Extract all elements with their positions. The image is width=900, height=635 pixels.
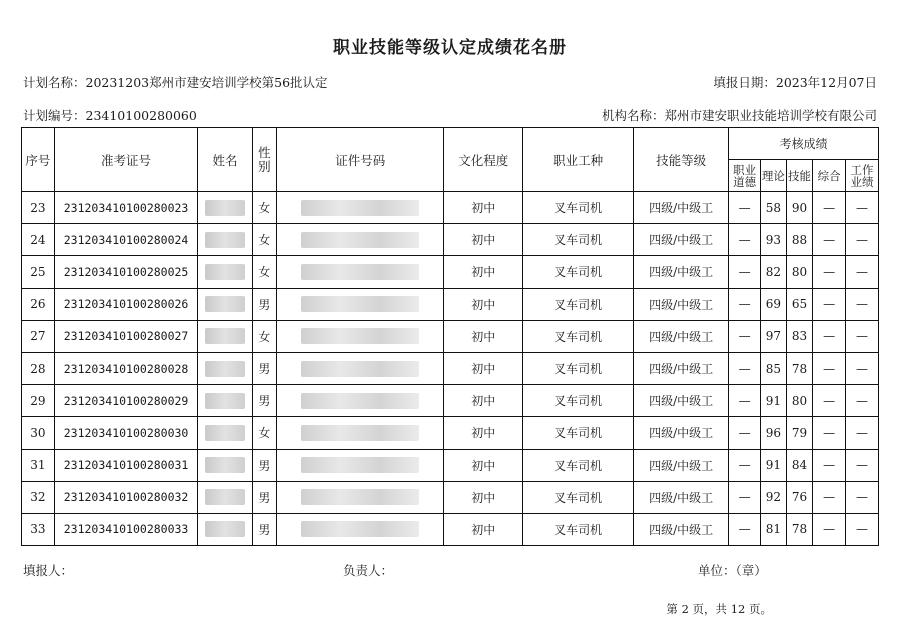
cell-exam-no: 231203410100280027 [54, 320, 198, 352]
redaction-mark [301, 457, 419, 473]
table-row [22, 352, 879, 384]
cell-name-redacted [198, 256, 252, 288]
cell-comprehensive: — [813, 481, 846, 513]
cell-theory: 97 [761, 320, 787, 352]
table-row [22, 224, 879, 256]
cell-exam-no: 231203410100280032 [54, 481, 198, 513]
header-name: 姓名 [198, 128, 252, 192]
redaction-mark [205, 264, 245, 280]
redaction-mark [205, 296, 245, 312]
cell-exam-no: 231203410100280029 [54, 385, 198, 417]
cell-job: 叉车司机 [523, 288, 634, 320]
cell-moral: — [729, 417, 761, 449]
table-row [22, 417, 879, 449]
header-id-no: 证件号码 [277, 128, 444, 192]
cell-seq: 33 [22, 513, 55, 545]
cell-id-redacted [277, 449, 444, 481]
cell-gender: 男 [252, 481, 277, 513]
cell-education: 初中 [444, 513, 523, 545]
cell-exam-no: 231203410100280025 [54, 256, 198, 288]
table-row [22, 320, 879, 352]
cell-gender: 男 [252, 449, 277, 481]
cell-level: 四级/中级工 [633, 224, 728, 256]
cell-skill: 79 [786, 417, 813, 449]
cell-comprehensive: — [813, 449, 846, 481]
cell-comprehensive: — [813, 352, 846, 384]
header-work: 工作业绩 [846, 160, 879, 192]
cell-moral: — [729, 288, 761, 320]
cell-theory: 91 [761, 385, 787, 417]
cell-level: 四级/中级工 [633, 256, 728, 288]
cell-theory: 81 [761, 513, 787, 545]
cell-exam-no: 231203410100280023 [54, 192, 198, 224]
cell-theory: 91 [761, 449, 787, 481]
cell-level: 四级/中级工 [633, 449, 728, 481]
cell-skill: 83 [786, 320, 813, 352]
organization-name: 机构名称：郑州市建安职业技能培训学校有限公司 [601, 108, 877, 123]
cell-level: 四级/中级工 [633, 320, 728, 352]
cell-gender: 女 [252, 320, 277, 352]
cell-job: 叉车司机 [523, 385, 634, 417]
filler-label: 填报人： [23, 563, 74, 578]
cell-name-redacted [198, 513, 252, 545]
page-indicator: 第 2 页，共 12 页。 [666, 602, 772, 616]
cell-id-redacted [277, 481, 444, 513]
unit-seal-label: 单位：（章） [698, 563, 767, 578]
cell-job: 叉车司机 [523, 224, 634, 256]
cell-education: 初中 [444, 385, 523, 417]
cell-skill: 65 [786, 288, 813, 320]
header-gender: 性别 [252, 128, 277, 192]
header-scores: 考核成绩 [729, 128, 879, 160]
score-roster-table [21, 127, 879, 546]
cell-seq: 27 [22, 320, 55, 352]
cell-skill: 80 [786, 256, 813, 288]
cell-job: 叉车司机 [523, 417, 634, 449]
table-row [22, 449, 879, 481]
redaction-mark [301, 489, 419, 505]
cell-moral: — [729, 513, 761, 545]
redaction-mark [205, 232, 245, 248]
cell-skill: 90 [786, 192, 813, 224]
cell-education: 初中 [444, 192, 523, 224]
cell-name-redacted [198, 449, 252, 481]
cell-name-redacted [198, 192, 252, 224]
cell-gender: 男 [252, 288, 277, 320]
cell-id-redacted [277, 224, 444, 256]
cell-education: 初中 [444, 320, 523, 352]
cell-theory: 69 [761, 288, 787, 320]
plan-number: 计划编号：23410100280060 [23, 108, 197, 123]
cell-id-redacted [277, 256, 444, 288]
cell-gender: 男 [252, 352, 277, 384]
page-title: 职业技能等级认定成绩花名册 [333, 38, 567, 58]
cell-id-redacted [277, 288, 444, 320]
cell-gender: 女 [252, 192, 277, 224]
cell-id-redacted [277, 352, 444, 384]
cell-skill: 78 [786, 352, 813, 384]
redaction-mark [301, 296, 419, 312]
cell-work: — [846, 256, 879, 288]
cell-theory: 93 [761, 224, 787, 256]
cell-name-redacted [198, 288, 252, 320]
table-row [22, 481, 879, 513]
cell-skill: 80 [786, 385, 813, 417]
redaction-mark [205, 328, 245, 344]
header-exam-no: 准考证号 [54, 128, 198, 192]
cell-moral: — [729, 192, 761, 224]
cell-skill: 88 [786, 224, 813, 256]
cell-skill: 76 [786, 481, 813, 513]
fill-date: 填报日期：2023年12月07日 [713, 75, 877, 90]
cell-seq: 30 [22, 417, 55, 449]
cell-seq: 26 [22, 288, 55, 320]
redaction-mark [205, 361, 245, 377]
cell-name-redacted [198, 417, 252, 449]
cell-education: 初中 [444, 352, 523, 384]
cell-job: 叉车司机 [523, 192, 634, 224]
cell-work: — [846, 224, 879, 256]
cell-work: — [846, 481, 879, 513]
table-row [22, 256, 879, 288]
redaction-mark [301, 200, 419, 216]
cell-education: 初中 [444, 417, 523, 449]
cell-level: 四级/中级工 [633, 481, 728, 513]
cell-work: — [846, 352, 879, 384]
cell-comprehensive: — [813, 513, 846, 545]
cell-comprehensive: — [813, 224, 846, 256]
cell-seq: 28 [22, 352, 55, 384]
cell-theory: 82 [761, 256, 787, 288]
cell-skill: 78 [786, 513, 813, 545]
cell-job: 叉车司机 [523, 481, 634, 513]
cell-gender: 女 [252, 256, 277, 288]
redaction-mark [205, 200, 245, 216]
redaction-mark [301, 521, 419, 537]
cell-name-redacted [198, 320, 252, 352]
cell-seq: 31 [22, 449, 55, 481]
cell-id-redacted [277, 320, 444, 352]
redaction-mark [301, 361, 419, 377]
cell-level: 四级/中级工 [633, 288, 728, 320]
cell-level: 四级/中级工 [633, 513, 728, 545]
cell-name-redacted [198, 224, 252, 256]
cell-work: — [846, 192, 879, 224]
redaction-mark [301, 328, 419, 344]
cell-gender: 女 [252, 417, 277, 449]
cell-seq: 24 [22, 224, 55, 256]
header-level: 技能等级 [633, 128, 728, 192]
cell-theory: 58 [761, 192, 787, 224]
cell-comprehensive: — [813, 192, 846, 224]
redaction-mark [301, 232, 419, 248]
cell-seq: 32 [22, 481, 55, 513]
cell-work: — [846, 513, 879, 545]
cell-seq: 25 [22, 256, 55, 288]
table-row [22, 288, 879, 320]
cell-education: 初中 [444, 224, 523, 256]
cell-comprehensive: — [813, 256, 846, 288]
cell-level: 四级/中级工 [633, 385, 728, 417]
cell-gender: 女 [252, 224, 277, 256]
redaction-mark [205, 457, 245, 473]
table-row [22, 192, 879, 224]
cell-id-redacted [277, 417, 444, 449]
cell-gender: 男 [252, 385, 277, 417]
table-row [22, 513, 879, 545]
cell-work: — [846, 417, 879, 449]
cell-exam-no: 231203410100280030 [54, 417, 198, 449]
header-skill: 技能 [786, 160, 813, 192]
roster-body [22, 192, 879, 546]
cell-level: 四级/中级工 [633, 192, 728, 224]
cell-education: 初中 [444, 449, 523, 481]
header-seq: 序号 [22, 128, 55, 192]
cell-education: 初中 [444, 256, 523, 288]
header-comprehensive: 综合 [813, 160, 846, 192]
redaction-mark [205, 393, 245, 409]
cell-name-redacted [198, 385, 252, 417]
cell-exam-no: 231203410100280024 [54, 224, 198, 256]
cell-moral: — [729, 320, 761, 352]
cell-job: 叉车司机 [523, 352, 634, 384]
cell-level: 四级/中级工 [633, 352, 728, 384]
cell-work: — [846, 320, 879, 352]
cell-name-redacted [198, 481, 252, 513]
cell-comprehensive: — [813, 385, 846, 417]
cell-job: 叉车司机 [523, 449, 634, 481]
cell-id-redacted [277, 385, 444, 417]
cell-exam-no: 231203410100280026 [54, 288, 198, 320]
cell-theory: 92 [761, 481, 787, 513]
cell-moral: — [729, 481, 761, 513]
cell-name-redacted [198, 352, 252, 384]
header-theory: 理论 [761, 160, 787, 192]
header-job: 职业工种 [523, 128, 634, 192]
cell-comprehensive: — [813, 417, 846, 449]
cell-level: 四级/中级工 [633, 417, 728, 449]
cell-moral: — [729, 449, 761, 481]
cell-exam-no: 231203410100280031 [54, 449, 198, 481]
cell-exam-no: 231203410100280033 [54, 513, 198, 545]
table-row [22, 385, 879, 417]
cell-id-redacted [277, 513, 444, 545]
cell-moral: — [729, 224, 761, 256]
redaction-mark [301, 425, 419, 441]
cell-comprehensive: — [813, 320, 846, 352]
cell-work: — [846, 385, 879, 417]
cell-theory: 96 [761, 417, 787, 449]
redaction-mark [301, 264, 419, 280]
cell-exam-no: 231203410100280028 [54, 352, 198, 384]
cell-seq: 23 [22, 192, 55, 224]
cell-seq: 29 [22, 385, 55, 417]
cell-theory: 85 [761, 352, 787, 384]
cell-job: 叉车司机 [523, 513, 634, 545]
cell-comprehensive: — [813, 288, 846, 320]
cell-skill: 84 [786, 449, 813, 481]
cell-work: — [846, 288, 879, 320]
redaction-mark [205, 489, 245, 505]
redaction-mark [205, 521, 245, 537]
cell-job: 叉车司机 [523, 256, 634, 288]
cell-moral: — [729, 352, 761, 384]
cell-job: 叉车司机 [523, 320, 634, 352]
header-moral: 职业道德 [729, 160, 761, 192]
cell-id-redacted [277, 192, 444, 224]
cell-education: 初中 [444, 288, 523, 320]
redaction-mark [301, 393, 419, 409]
plan-name: 计划名称：20231203郑州市建安培训学校第56批认定 [23, 75, 328, 90]
cell-gender: 男 [252, 513, 277, 545]
cell-moral: — [729, 385, 761, 417]
responsible-label: 负责人： [343, 563, 394, 578]
cell-work: — [846, 449, 879, 481]
redaction-mark [205, 425, 245, 441]
header-education: 文化程度 [444, 128, 523, 192]
cell-moral: — [729, 256, 761, 288]
cell-education: 初中 [444, 481, 523, 513]
